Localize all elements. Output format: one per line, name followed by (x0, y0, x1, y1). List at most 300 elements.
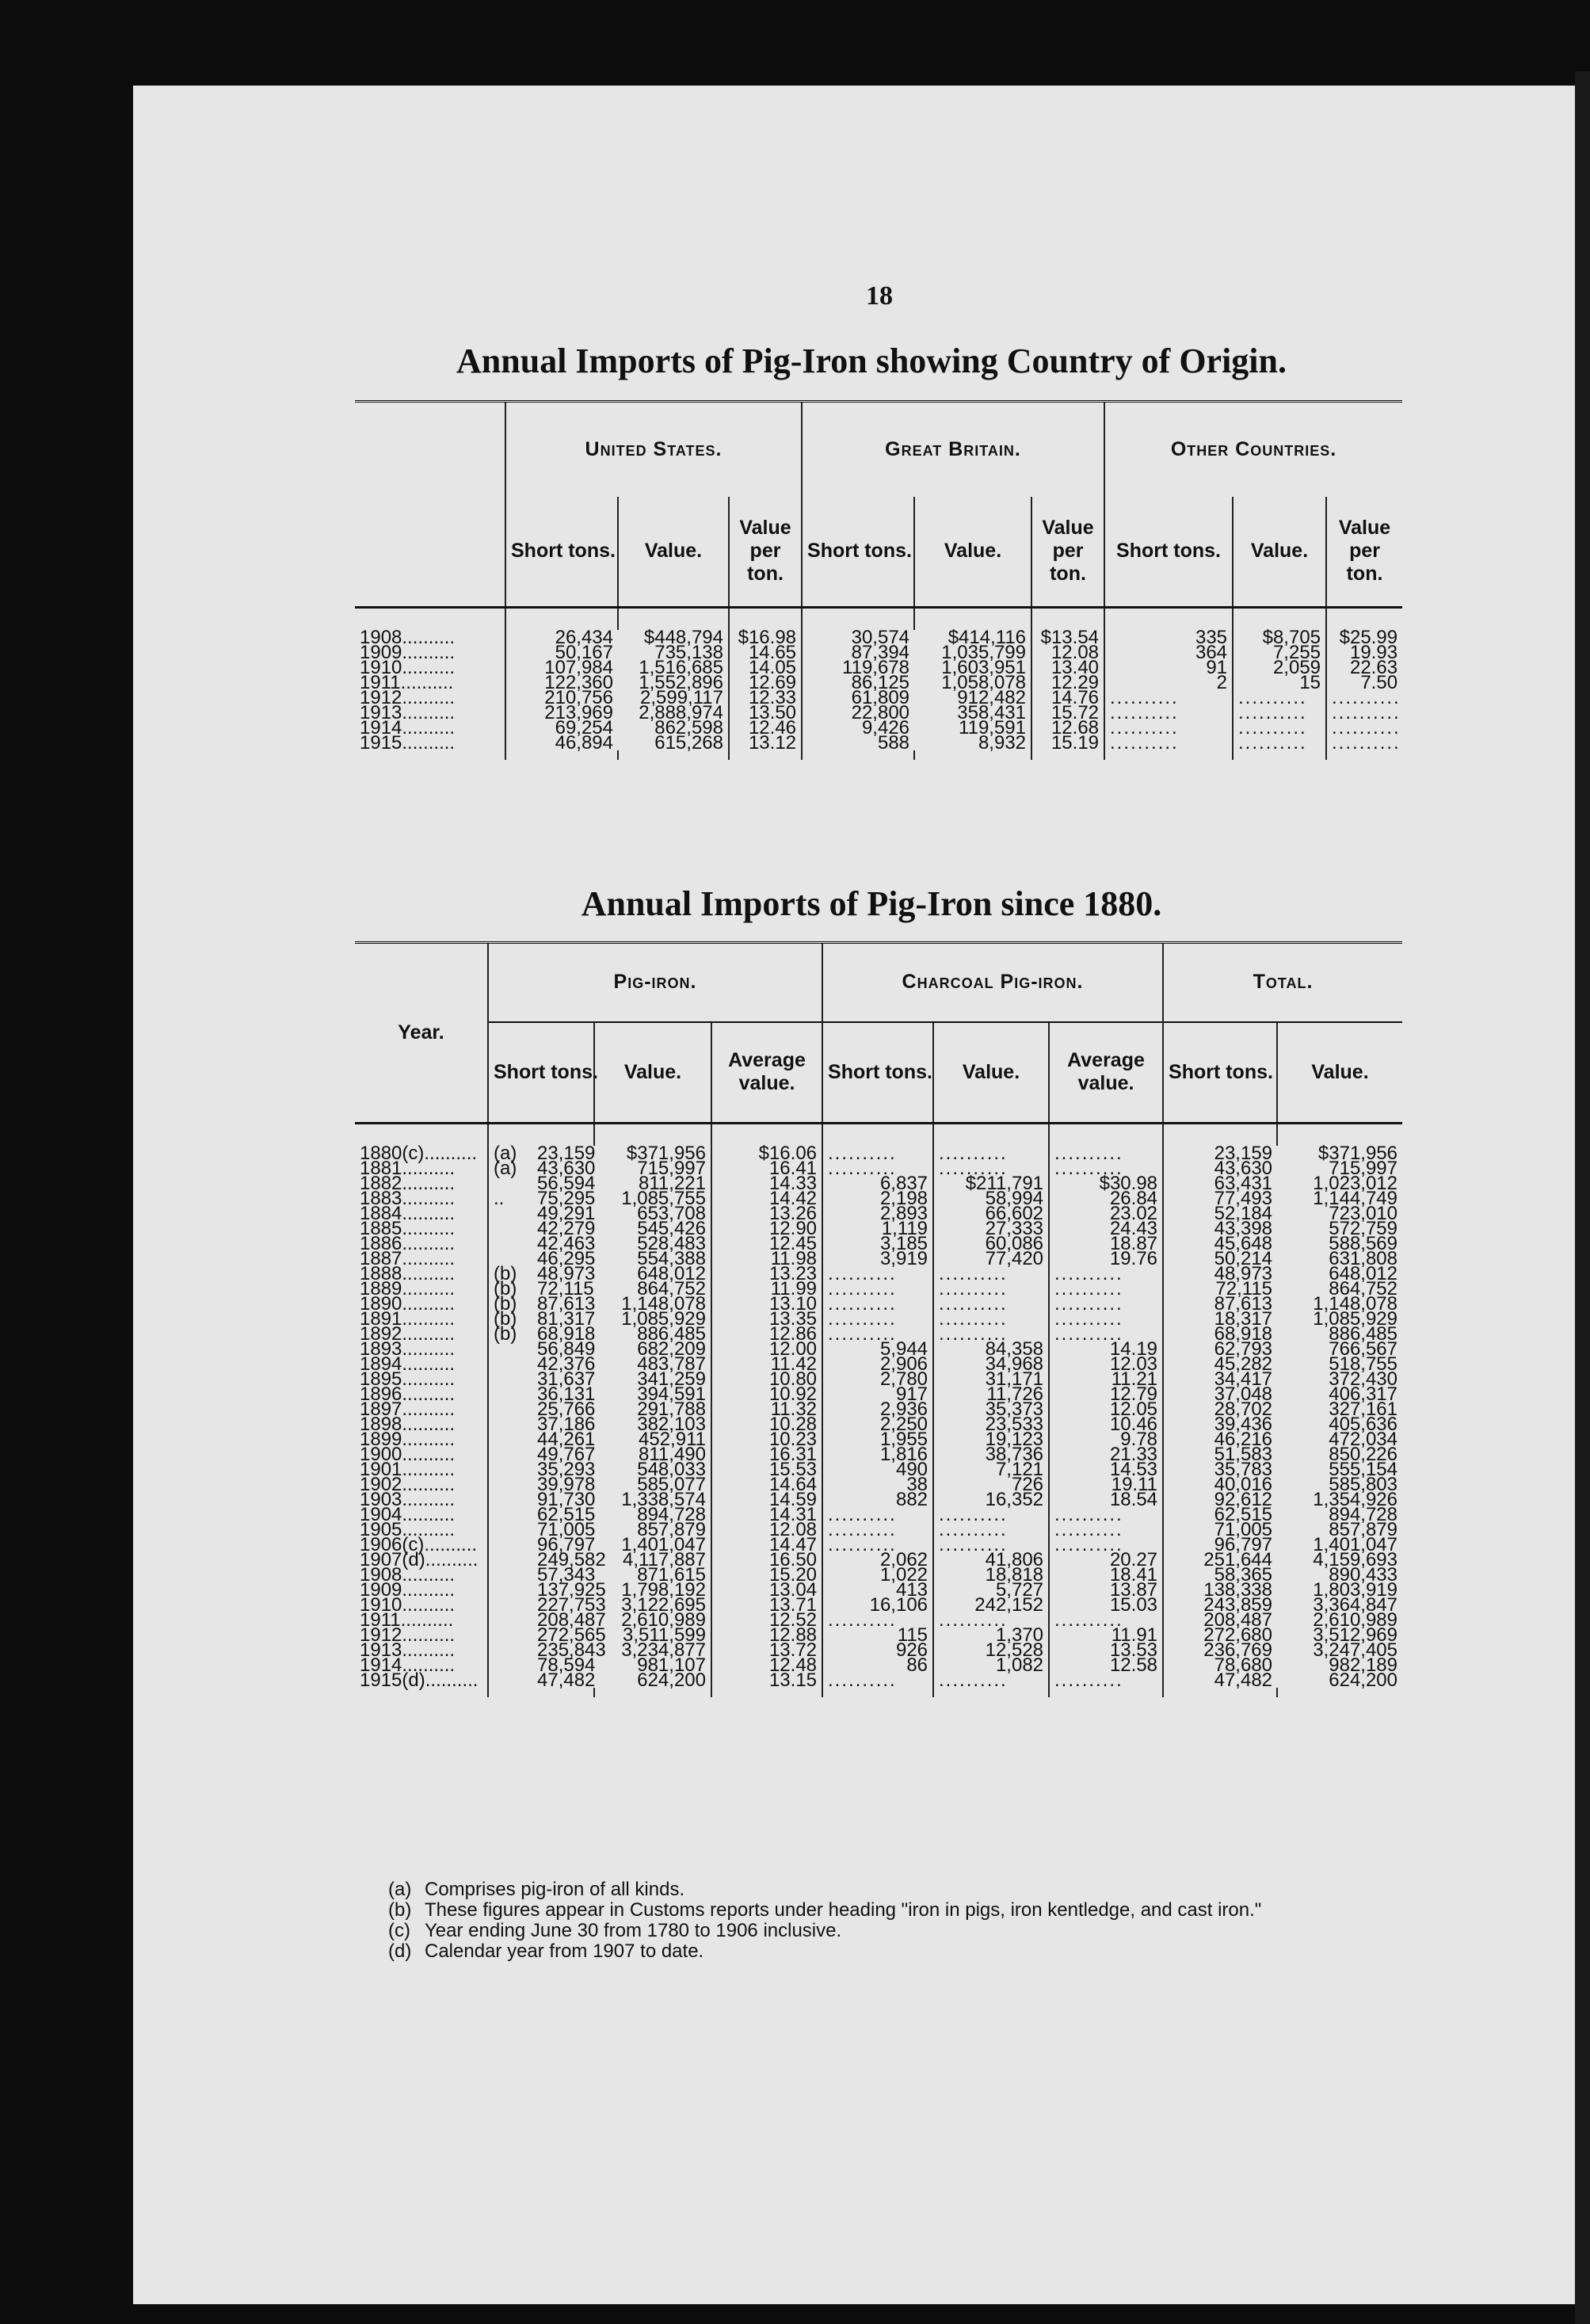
col-header-value-per-ton: Value per ton. (729, 497, 802, 608)
pig-value-cell: 981,107 (637, 1654, 706, 1676)
gb-short-tons-cell: 588 (802, 735, 914, 750)
year-cell: 1898.......... (360, 1413, 456, 1435)
pig-value-cell: 3,122,695 (621, 1593, 706, 1616)
leader-dots: .......... (425, 1548, 479, 1570)
footnote-a: (a) Comprises pig-iron of all kinds. (388, 1879, 685, 1900)
year-cell: 1905.......... (360, 1518, 456, 1540)
footnote-marker-cell (488, 1387, 532, 1402)
footnote-c: (c) Year ending June 30 from 1780 to 1906 inclusive. (388, 1920, 842, 1941)
charcoal-average-value-cell: .......... (1049, 1266, 1163, 1281)
pig-short-tons-cell: 44,261 (537, 1428, 596, 1450)
footnote-marker-cell (488, 1522, 532, 1537)
charcoal-short-tons-cell: .......... (822, 1522, 933, 1537)
col-header-short-tons: Short tons. (802, 497, 914, 608)
charcoal-short-tons-cell: .......... (822, 1326, 933, 1341)
total-value-cell: 631,808 (1329, 1247, 1398, 1269)
col-header-short-tons: Short tons. (1104, 497, 1233, 608)
charcoal-average-value-cell: 13.87 (1049, 1582, 1163, 1597)
pig-short-tons-cell: 81,317 (537, 1307, 596, 1330)
charcoal-short-tons-cell: 115 (822, 1628, 933, 1643)
footnote-marker-cell (488, 1552, 532, 1567)
footnotes (388, 1879, 1497, 1962)
leader-dots: .......... (402, 1262, 456, 1284)
other-value-per-ton-cell: .......... (1326, 705, 1402, 720)
charcoal-value-cell: .......... (933, 1281, 1049, 1296)
gb-short-tons-cell: 22,800 (802, 705, 914, 720)
total-short-tons-cell: 77,493 (1163, 1191, 1277, 1206)
pig-average-value-cell: 11.32 (711, 1402, 822, 1417)
other-value-per-ton-cell: $25.99 (1326, 630, 1402, 645)
gb-value-per-ton-cell: 13.40 (1031, 660, 1104, 675)
footnote-marker-cell (488, 1221, 532, 1236)
us-value-per-ton-cell: 12.69 (729, 675, 802, 690)
charcoal-short-tons-cell: 490 (822, 1462, 933, 1477)
pig-value-cell: 3,511,599 (623, 1624, 706, 1646)
gb-value-per-ton-cell: 15.19 (1031, 735, 1104, 750)
year-cell: 1889.......... (360, 1277, 456, 1299)
leader-dots: .......... (402, 1563, 456, 1586)
pig-value-cell: 1,148,078 (621, 1292, 706, 1315)
other-short-tons-cell: .......... (1104, 690, 1233, 705)
col-header-value: Value. (1233, 497, 1326, 608)
charcoal-average-value-cell: 12.03 (1049, 1357, 1163, 1372)
footnote-marker-cell (488, 1357, 532, 1372)
pig-average-value-cell: 12.00 (711, 1341, 822, 1357)
charcoal-average-value-cell: .......... (1049, 1146, 1163, 1161)
charcoal-short-tons-cell: 2,906 (822, 1357, 933, 1372)
pig-average-value-cell: 15.53 (711, 1462, 822, 1477)
total-value-cell: 1,354,926 (1313, 1488, 1398, 1510)
pig-short-tons-cell: 49,767 (537, 1443, 596, 1465)
total-short-tons-cell: 23,159 (1163, 1146, 1277, 1161)
total-value-cell: 472,034 (1329, 1428, 1398, 1450)
pig-average-value-cell: 14.47 (711, 1537, 822, 1552)
other-value-cell: 7,255 (1233, 645, 1326, 660)
year-cell: 1913.......... (360, 701, 456, 723)
total-value-cell: 715,997 (1329, 1157, 1398, 1179)
footnote-marker-cell: .. (488, 1191, 532, 1206)
footnote-d: (d) Calendar year from 1907 to date. (388, 1940, 704, 1962)
year-cell: 1886.......... (360, 1232, 456, 1254)
charcoal-short-tons-cell: 1,816 (822, 1447, 933, 1462)
total-short-tons-cell: 52,184 (1163, 1206, 1277, 1221)
charcoal-value-cell: 41,806 (933, 1552, 1049, 1567)
total-value-cell: 585,803 (1329, 1473, 1398, 1495)
footnote-marker-cell (488, 1447, 532, 1462)
total-value-cell: 1,148,078 (1313, 1292, 1398, 1315)
pig-short-tons-cell: 96,797 (537, 1533, 596, 1555)
total-short-tons-cell: 251,644 (1163, 1552, 1277, 1567)
other-value-cell: .......... (1233, 720, 1326, 735)
group-header-other-countries: Other Countries. (1104, 402, 1402, 497)
pig-average-value-cell: 12.52 (711, 1612, 822, 1628)
col-header-short-tons: Short tons. (822, 1022, 933, 1124)
year-cell: 1894.......... (360, 1353, 456, 1375)
total-short-tons-cell: 71,005 (1163, 1522, 1277, 1537)
pig-value-cell: 528,483 (637, 1232, 706, 1254)
charcoal-short-tons-cell: 3,919 (822, 1251, 933, 1266)
pig-value-cell: 653,708 (637, 1202, 706, 1224)
year-cell: 1904.......... (360, 1503, 456, 1525)
total-value-cell: 1,085,929 (1313, 1307, 1398, 1330)
pig-short-tons-cell: 62,515 (537, 1503, 596, 1525)
pig-average-value-cell: 12.90 (711, 1221, 822, 1236)
col-header-value-per-ton: Value per ton. (1326, 497, 1402, 608)
charcoal-value-cell: 18,818 (933, 1567, 1049, 1582)
year-cell: 1909.......... (360, 641, 456, 663)
year-cell: 1911.......... (360, 671, 454, 693)
gb-value-per-ton-cell: 12.29 (1031, 675, 1104, 690)
pig-value-cell: 1,085,929 (621, 1307, 706, 1330)
charcoal-short-tons-cell: .......... (822, 1281, 933, 1296)
pig-value-cell: 682,209 (637, 1338, 706, 1360)
total-short-tons-cell: 62,793 (1163, 1341, 1277, 1357)
us-short-tons-cell: 46,894 (505, 735, 618, 750)
pig-short-tons-cell: 56,849 (537, 1338, 596, 1360)
total-value-cell: 890,433 (1329, 1563, 1398, 1586)
total-value-cell: $371,956 (1317, 1142, 1398, 1164)
year-cell: 1885.......... (360, 1217, 456, 1239)
pig-short-tons-cell: 249,582 (537, 1548, 606, 1570)
pig-short-tons-cell: 87,613 (537, 1292, 596, 1315)
leader-dots: .......... (402, 1277, 456, 1299)
leader-dots: .......... (402, 1232, 456, 1254)
col-header-short-tons: Short tons. (1163, 1022, 1277, 1124)
total-short-tons-cell: 236,769 (1163, 1643, 1277, 1658)
leader-dots: .......... (402, 1338, 456, 1360)
leader-dots: .......... (402, 1202, 456, 1224)
total-value-cell: 982,189 (1329, 1654, 1398, 1676)
charcoal-short-tons-cell: .......... (822, 1673, 933, 1688)
pig-value-cell: 894,728 (637, 1503, 706, 1525)
year-cell: 1900.......... (360, 1443, 456, 1465)
charcoal-short-tons-cell: .......... (822, 1296, 933, 1311)
us-value-cell: 615,268 (654, 731, 723, 754)
leader-dots: .......... (402, 626, 456, 648)
leader-dots: .......... (402, 1458, 456, 1480)
charcoal-average-value-cell: .......... (1049, 1673, 1163, 1688)
total-value-cell: 372,430 (1329, 1368, 1398, 1390)
charcoal-average-value-cell: 9.78 (1049, 1432, 1163, 1447)
year-cell: 1899.......... (360, 1428, 456, 1450)
total-value-cell: 850,226 (1329, 1443, 1398, 1465)
charcoal-average-value-cell: .......... (1049, 1311, 1163, 1326)
charcoal-short-tons-cell: 1,955 (822, 1432, 933, 1447)
year-cell: 1914.......... (360, 716, 456, 738)
gb-value-per-ton-cell: 15.72 (1031, 705, 1104, 720)
pig-value-cell: 811,490 (639, 1443, 706, 1465)
pig-average-value-cell: 10.23 (711, 1432, 822, 1447)
other-value-per-ton-cell: .......... (1326, 690, 1402, 705)
charcoal-value-cell: .......... (933, 1522, 1049, 1537)
us-value-cell: 1,516,685 (639, 656, 723, 678)
charcoal-average-value-cell: 18.41 (1049, 1567, 1163, 1582)
total-value-cell: 857,879 (1329, 1518, 1398, 1540)
total-value-cell: 2,610,989 (1313, 1608, 1398, 1631)
us-short-tons-cell: 26,434 (505, 630, 618, 645)
leader-dots: .......... (402, 1443, 456, 1465)
leader-dots: .......... (402, 1292, 456, 1315)
col-header-value: Value. (594, 1022, 711, 1124)
pig-short-tons-cell: 42,279 (537, 1217, 596, 1239)
group-header-charcoal-pig-iron: Charcoal Pig-iron. (822, 943, 1163, 1022)
pig-average-value-cell: 14.42 (711, 1191, 822, 1206)
pig-value-cell: 2,610,989 (621, 1608, 706, 1631)
table-row (355, 735, 1402, 750)
us-short-tons-cell: 213,969 (505, 705, 618, 720)
pig-value-cell: 871,615 (637, 1563, 706, 1586)
col-header-short-tons: Short tons. (488, 1022, 594, 1124)
year-cell: 1896.......... (360, 1383, 456, 1405)
other-value-cell: .......... (1233, 735, 1326, 750)
table1-stub-header (355, 402, 505, 497)
charcoal-value-cell: 1,370 (933, 1628, 1049, 1643)
charcoal-average-value-cell: .......... (1049, 1612, 1163, 1628)
other-value-cell: $8,705 (1233, 630, 1326, 645)
pig-short-tons-cell: 42,376 (537, 1353, 596, 1375)
charcoal-value-cell: 12,528 (933, 1643, 1049, 1658)
pig-value-cell: 452,911 (639, 1428, 706, 1450)
footnote-marker-cell (488, 1567, 532, 1582)
year-cell: 1901.......... (360, 1458, 456, 1480)
leader-dots: .......... (400, 671, 454, 693)
pig-value-cell: $371,956 (626, 1142, 706, 1164)
charcoal-value-cell: 16,352 (933, 1492, 1049, 1507)
leader-dots: .......... (402, 1353, 456, 1375)
gb-value-cell: 8,932 (978, 731, 1027, 754)
imports-by-country-table (355, 400, 1402, 760)
us-value-per-ton-cell: 14.05 (729, 660, 802, 675)
other-value-per-ton-cell: 7.50 (1326, 675, 1402, 690)
total-value-cell: 624,200 (1329, 1669, 1398, 1691)
charcoal-average-value-cell: 12.05 (1049, 1402, 1163, 1417)
charcoal-value-cell: .......... (933, 1311, 1049, 1326)
year-cell: 1883.......... (360, 1187, 456, 1209)
pig-value-cell: 715,997 (637, 1157, 706, 1179)
year-cell: 1882.......... (360, 1172, 456, 1194)
charcoal-short-tons-cell: 2,198 (822, 1191, 933, 1206)
pig-value-cell: 1,338,574 (621, 1488, 706, 1510)
footnote-marker-cell: (b) (488, 1281, 532, 1296)
col-header-short-tons: Short tons. (505, 497, 618, 608)
charcoal-short-tons-cell: 16,106 (822, 1597, 933, 1612)
pig-value-cell: 1,085,755 (621, 1187, 706, 1209)
pig-value-cell: 585,077 (637, 1473, 706, 1495)
total-short-tons-cell: 68,918 (1163, 1326, 1277, 1341)
charcoal-average-value-cell: 12.79 (1049, 1387, 1163, 1402)
pig-average-value-cell: 16.41 (711, 1161, 822, 1176)
col-header-value: Value. (914, 497, 1031, 608)
other-value-cell: .......... (1233, 705, 1326, 720)
leader-dots: .......... (402, 641, 456, 663)
charcoal-value-cell: 1,082 (933, 1658, 1049, 1673)
pig-value-cell: 811,221 (639, 1172, 706, 1194)
us-value-cell: 2,599,117 (640, 686, 723, 708)
total-value-cell: 1,144,749 (1313, 1187, 1398, 1209)
charcoal-average-value-cell: .......... (1049, 1281, 1163, 1296)
pig-average-value-cell: 12.45 (711, 1236, 822, 1251)
col-header-value-per-ton: Value per ton. (1031, 497, 1104, 608)
leader-dots: .......... (425, 1669, 479, 1691)
other-value-cell: 15 (1233, 675, 1326, 690)
year-cell: 1893.......... (360, 1338, 456, 1360)
charcoal-short-tons-cell: 2,936 (822, 1402, 933, 1417)
pig-value-cell: 545,426 (637, 1217, 706, 1239)
charcoal-short-tons-cell: 413 (822, 1582, 933, 1597)
other-short-tons-cell: 2 (1104, 675, 1233, 690)
other-value-per-ton-cell: .......... (1326, 735, 1402, 750)
gb-short-tons-cell: 61,809 (802, 690, 914, 705)
year-cell: 1912.......... (360, 686, 456, 708)
us-value-per-ton-cell: 13.50 (729, 705, 802, 720)
page-number: 18 (866, 281, 893, 311)
pig-average-value-cell: 11.99 (711, 1281, 822, 1296)
pig-average-value-cell: 13.71 (711, 1597, 822, 1612)
total-value-cell: 3,364,847 (1313, 1593, 1398, 1616)
charcoal-short-tons-cell: 3,185 (822, 1236, 933, 1251)
pig-average-value-cell: 13.15 (711, 1673, 822, 1688)
pig-short-tons-cell: 43,630 (537, 1157, 596, 1179)
footnote-marker-cell: (b) (488, 1266, 532, 1281)
charcoal-short-tons-cell: 6,837 (822, 1176, 933, 1191)
charcoal-value-cell: 7,121 (933, 1462, 1049, 1477)
imports-since-1880-table (355, 941, 1402, 1697)
col-header-value: Value. (1277, 1022, 1402, 1124)
charcoal-average-value-cell: .......... (1049, 1296, 1163, 1311)
charcoal-value-cell: 58,994 (933, 1191, 1049, 1206)
total-short-tons-cell: 35,783 (1163, 1462, 1277, 1477)
pig-average-value-cell: 13.26 (711, 1206, 822, 1221)
total-value-cell: 766,567 (1329, 1338, 1398, 1360)
year-cell: 1895.......... (360, 1368, 456, 1390)
pig-average-value-cell: 11.42 (711, 1357, 822, 1372)
table-row (355, 1673, 1402, 1688)
pig-short-tons-cell: 235,843 (537, 1639, 606, 1661)
total-value-cell: 3,512,969 (1313, 1624, 1398, 1646)
gb-short-tons-cell: 9,426 (802, 720, 914, 735)
charcoal-value-cell: 19,123 (933, 1432, 1049, 1447)
year-cell: 1903.......... (360, 1488, 456, 1510)
charcoal-short-tons-cell: .......... (822, 1161, 933, 1176)
footnote-marker-cell (488, 1432, 532, 1447)
pig-average-value-cell: 13.72 (711, 1643, 822, 1658)
total-value-cell: 406,317 (1329, 1383, 1398, 1405)
leader-dots: .......... (402, 1157, 456, 1179)
pig-average-value-cell: 12.08 (711, 1522, 822, 1537)
other-value-per-ton-cell: 22.63 (1326, 660, 1402, 675)
pig-value-cell: 291,788 (637, 1398, 706, 1420)
us-value-per-ton-cell: 14.65 (729, 645, 802, 660)
total-value-cell: 894,728 (1329, 1503, 1398, 1525)
charcoal-short-tons-cell: .......... (822, 1537, 933, 1552)
us-value-per-ton-cell: $16.98 (729, 630, 802, 645)
pig-value-cell: 382,103 (637, 1413, 706, 1435)
total-value-cell: 588,569 (1329, 1232, 1398, 1254)
other-short-tons-cell: .......... (1104, 735, 1233, 750)
pig-short-tons-cell: 25,766 (537, 1398, 596, 1420)
us-short-tons-cell: 210,756 (505, 690, 618, 705)
charcoal-average-value-cell: 15.03 (1049, 1597, 1163, 1612)
pig-value-cell: 1,401,047 (621, 1533, 706, 1555)
gb-value-cell: $414,116 (948, 626, 1027, 648)
charcoal-short-tons-cell: .......... (822, 1311, 933, 1326)
charcoal-value-cell: .......... (933, 1266, 1049, 1281)
charcoal-short-tons-cell: 38 (822, 1477, 933, 1492)
leader-dots: .......... (424, 1533, 478, 1555)
total-short-tons-cell: 87,613 (1163, 1296, 1277, 1311)
total-value-cell: 1,401,047 (1313, 1533, 1398, 1555)
total-short-tons-cell: 47,482 (1163, 1673, 1277, 1688)
total-short-tons-cell: 92,612 (1163, 1492, 1277, 1507)
pig-value-cell: 4,117,887 (623, 1548, 706, 1570)
footnote-marker-cell (488, 1402, 532, 1417)
charcoal-average-value-cell: $30.98 (1049, 1176, 1163, 1191)
pig-short-tons-cell: 227,753 (537, 1593, 606, 1616)
gb-value-cell: 1,603,951 (941, 656, 1027, 678)
other-short-tons-cell: .......... (1104, 705, 1233, 720)
year-cell: 1890.......... (360, 1292, 456, 1315)
gb-value-per-ton-cell: 12.68 (1031, 720, 1104, 735)
footnote-marker-cell (488, 1628, 532, 1643)
table2-body (355, 1124, 1402, 1697)
total-value-cell: 1,803,919 (1313, 1578, 1398, 1601)
pig-average-value-cell: 10.28 (711, 1417, 822, 1432)
table1-title: Annual Imports of Pig-Iron showing Country of Origin. (456, 342, 1287, 380)
other-short-tons-cell: 364 (1104, 645, 1233, 660)
charcoal-short-tons-cell: .......... (822, 1266, 933, 1281)
charcoal-value-cell: 11,726 (933, 1387, 1049, 1402)
col-header-average-value: Average value. (711, 1022, 822, 1124)
charcoal-average-value-cell: 13.53 (1049, 1643, 1163, 1658)
year-cell: 1897.......... (360, 1398, 456, 1420)
pig-short-tons-cell: 137,925 (537, 1578, 606, 1601)
total-short-tons-cell: 208,487 (1163, 1612, 1277, 1628)
charcoal-average-value-cell: .......... (1049, 1161, 1163, 1176)
charcoal-short-tons-cell: 2,780 (822, 1372, 933, 1387)
year-header: Year. (355, 943, 488, 1124)
charcoal-value-cell: 84,358 (933, 1341, 1049, 1357)
pig-short-tons-cell: 48,973 (537, 1262, 596, 1284)
total-short-tons-cell: 40,016 (1163, 1477, 1277, 1492)
total-short-tons-cell: 43,630 (1163, 1161, 1277, 1176)
total-value-cell: 886,485 (1329, 1322, 1398, 1345)
pig-value-cell: 864,752 (637, 1277, 706, 1299)
gb-value-cell: 119,591 (959, 716, 1027, 738)
pig-average-value-cell: 12.48 (711, 1658, 822, 1673)
total-value-cell: 4,159,693 (1313, 1548, 1398, 1570)
charcoal-value-cell: 242,152 (933, 1597, 1049, 1612)
pig-short-tons-cell: 72,115 (537, 1277, 594, 1299)
year-cell: 1891.......... (360, 1307, 456, 1330)
footnote-marker-cell (488, 1492, 532, 1507)
col-header-value: Value. (933, 1022, 1049, 1124)
charcoal-short-tons-cell: .......... (822, 1507, 933, 1522)
footnote-marker-cell (488, 1372, 532, 1387)
charcoal-average-value-cell: 18.87 (1049, 1236, 1163, 1251)
charcoal-value-cell: 27,333 (933, 1221, 1049, 1236)
us-value-cell: 735,138 (654, 641, 723, 663)
year-cell: 1907(d).......... (360, 1548, 479, 1570)
pig-average-value-cell: 11.98 (711, 1251, 822, 1266)
leader-dots: .......... (424, 1142, 478, 1164)
footnote-marker-cell (488, 1236, 532, 1251)
year-cell: 1902.......... (360, 1473, 456, 1495)
pig-short-tons-cell: 35,293 (537, 1458, 596, 1480)
pig-value-cell: 1,798,192 (621, 1578, 706, 1601)
gb-value-per-ton-cell: $13.54 (1031, 630, 1104, 645)
us-value-cell: 1,552,896 (639, 671, 723, 693)
pig-value-cell: 394,591 (637, 1383, 706, 1405)
